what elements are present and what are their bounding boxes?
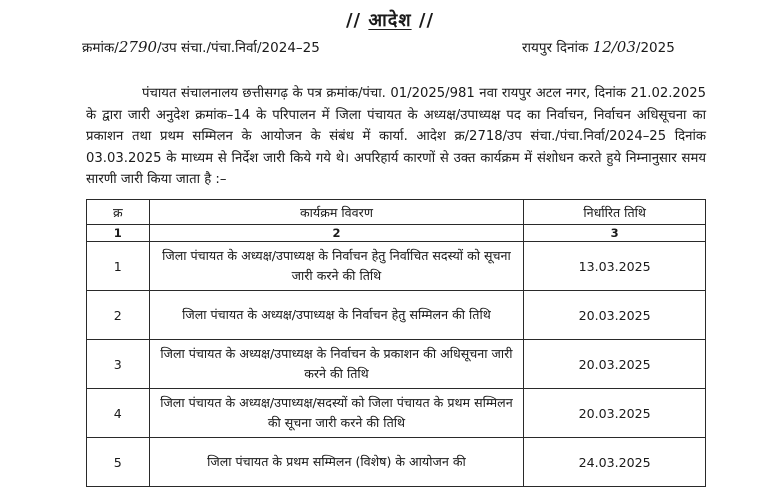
date-year: /2025 <box>635 40 675 56</box>
header-scheduled-date: निर्धारित तिथि <box>524 200 706 225</box>
row-date: 24.03.2025 <box>524 438 706 487</box>
header-serial: क्र <box>87 200 150 225</box>
column-number: 3 <box>524 225 706 242</box>
row-description: जिला पंचायत के अध्यक्ष/उपाध्यक्ष के निर्वाचन हेतु निर्वाचित सदस्यों को सूचना जारी करने की तिथि <box>149 242 524 291</box>
ref-suffix: /उप संचा./पंचा.निर्वा/2024–25 <box>157 40 320 56</box>
row-date: 20.03.2025 <box>524 340 706 389</box>
title-word: आदेश <box>368 10 412 31</box>
table-row <box>87 291 706 340</box>
title-slash-left: // <box>345 10 362 31</box>
row-description: जिला पंचायत के प्रथम सम्मिलन (विशेष) के आयोजन की <box>149 438 524 487</box>
title-slash-right: // <box>418 10 435 31</box>
table-row <box>87 389 706 438</box>
row-serial: 3 <box>87 340 150 389</box>
column-number: 2 <box>149 225 524 242</box>
order-place-date <box>522 38 675 56</box>
order-body-paragraph: पंचायत संचालनालय छत्तीसगढ़ के पत्र क्रमांक/पंचा. 01/2025/981 नवा रायपुर अटल नगर, दिनांक 21.02.2025 के द्वारा जारी अनुदेश क्रमांक–14 के परिपालन में जिला पंचायत के अध्यक्ष/उपाध्यक्ष पद का निर्वाचन, निर्वाचन अधिसूचना का प्रकाशन तथा प्रथम सम्मिलन के आयोजन के संबंध में कार्या. आदेश क्र/2718/उप संचा./पंचा.निर्वा/2024–25 दिनांक 03.03.2025 के माध्यम से निर्देश जारी किये गये थे। अपरिहार्य कारणों से उक्त कार्यक्रम में संशोधन करते हुये निम्नानुसार समय सारणी जारी किया जाता है :– <box>86 86 706 188</box>
table-header-row <box>87 200 706 225</box>
order-title <box>0 8 780 32</box>
ref-handwritten-number: 2790 <box>118 38 158 56</box>
row-serial: 1 <box>87 242 150 291</box>
row-date: 13.03.2025 <box>524 242 706 291</box>
row-date: 20.03.2025 <box>524 389 706 438</box>
place-date-prefix: रायपुर दिनांक <box>522 40 589 56</box>
row-serial: 2 <box>87 291 150 340</box>
row-serial: 5 <box>87 438 150 487</box>
row-description: जिला पंचायत के अध्यक्ष/उपाध्यक्ष के निर्वाचन हेतु सम्मिलन की तिथि <box>149 291 524 340</box>
row-description: जिला पंचायत के अध्यक्ष/उपाध्यक्ष के निर्वाचन के प्रकाशन की अधिसूचना जारी करने की तिथि <box>149 340 524 389</box>
table-row <box>87 242 706 291</box>
table-row <box>87 438 706 487</box>
column-number: 1 <box>87 225 150 242</box>
row-serial: 4 <box>87 389 150 438</box>
row-description: जिला पंचायत के अध्यक्ष/उपाध्यक्ष/सदस्यों को जिला पंचायत के प्रथम सम्मिलन की सूचना जारी करने की तिथि <box>149 389 524 438</box>
date-handwritten: 12/03 <box>592 38 636 56</box>
row-date: 20.03.2025 <box>524 291 706 340</box>
order-reference-number <box>82 38 320 56</box>
ref-prefix: क्रमांक/ <box>82 40 119 56</box>
table-row <box>87 340 706 389</box>
header-program-details: कार्यक्रम विवरण <box>149 200 524 225</box>
table-column-number-row <box>87 225 706 242</box>
schedule-table <box>86 199 706 487</box>
